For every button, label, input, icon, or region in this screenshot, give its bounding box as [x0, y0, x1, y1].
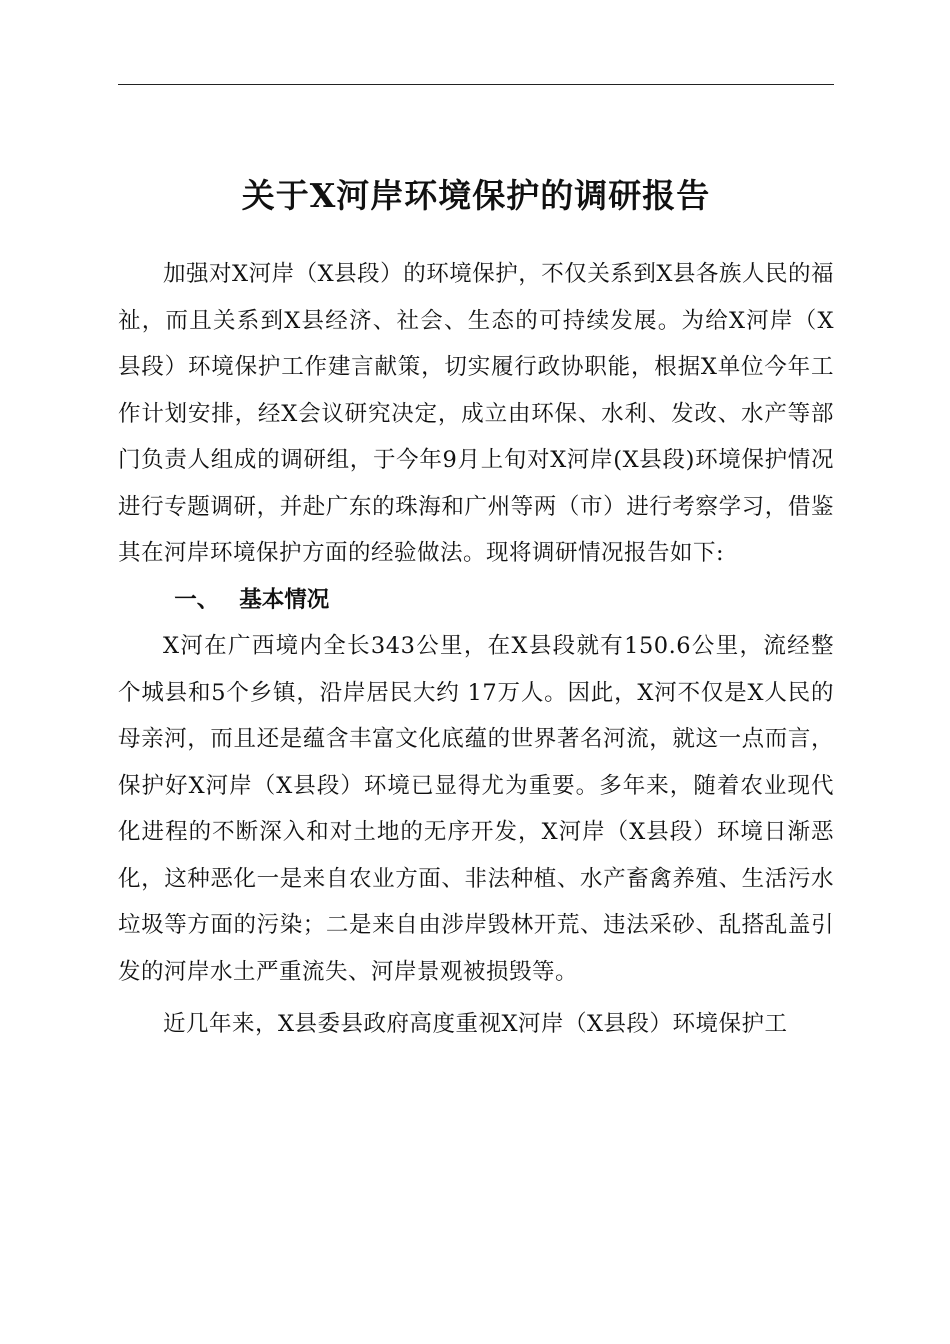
header-rule	[118, 84, 834, 85]
section-title: 基本情况	[239, 586, 330, 613]
document-title: 关于X河岸环境保护的调研报告	[241, 176, 711, 215]
section-1-paragraph-2: 近几年来，X县委县政府高度重视X河岸（X县段）环境保护工	[163, 1011, 788, 1037]
section-number: 一、	[174, 586, 220, 613]
section-1-paragraph-1: X河在广西境内全长343公里，在X县段就有150.6公里，流经整个城县和5个乡镇，沿岸居民大约 17万人。因此，X河不仅是X人民的母亲河，而且还是蕴含丰富文化底蕴的世界著名河流，就这一点而言，保护好X河岸（X县段）环境已显得尤为重要。多年来，随着农业现代化进程的不断深入和对土地的无序开发，X河岸（X县段）环境日渐恶化，这种恶化一是来自农业方面、非法种植、水产畜禽养殖、生活污水垃圾等方面的污染；二是来自由涉岸毁林开荒、违法采砂、乱搭乱盖引发的河岸水土严重流失、河岸景观被损毁等。	[118, 633, 834, 985]
document-body	[118, 251, 834, 1048]
intro-paragraph: 加强对X河岸（X县段）的环境保护，不仅关系到X县各族人民的福祉，而且关系到X县经济、社会、生态的可持续发展。为给X河岸（X县段）环境保护工作建言献策，切实履行政协职能，根据X单位今年工作计划安排，经X会议研究决定，成立由环保、水利、发改、水产等部门负责人组成的调研组，于今年9月上旬对X河岸(X县段)环境保护情况进行专题调研，并赴广东的珠海和广州等两（市）进行考察学习，借鉴其在河岸环境保护方面的经验做法。现将调研情况报告如下:	[118, 261, 834, 566]
section-heading-basic-situation	[118, 577, 834, 624]
